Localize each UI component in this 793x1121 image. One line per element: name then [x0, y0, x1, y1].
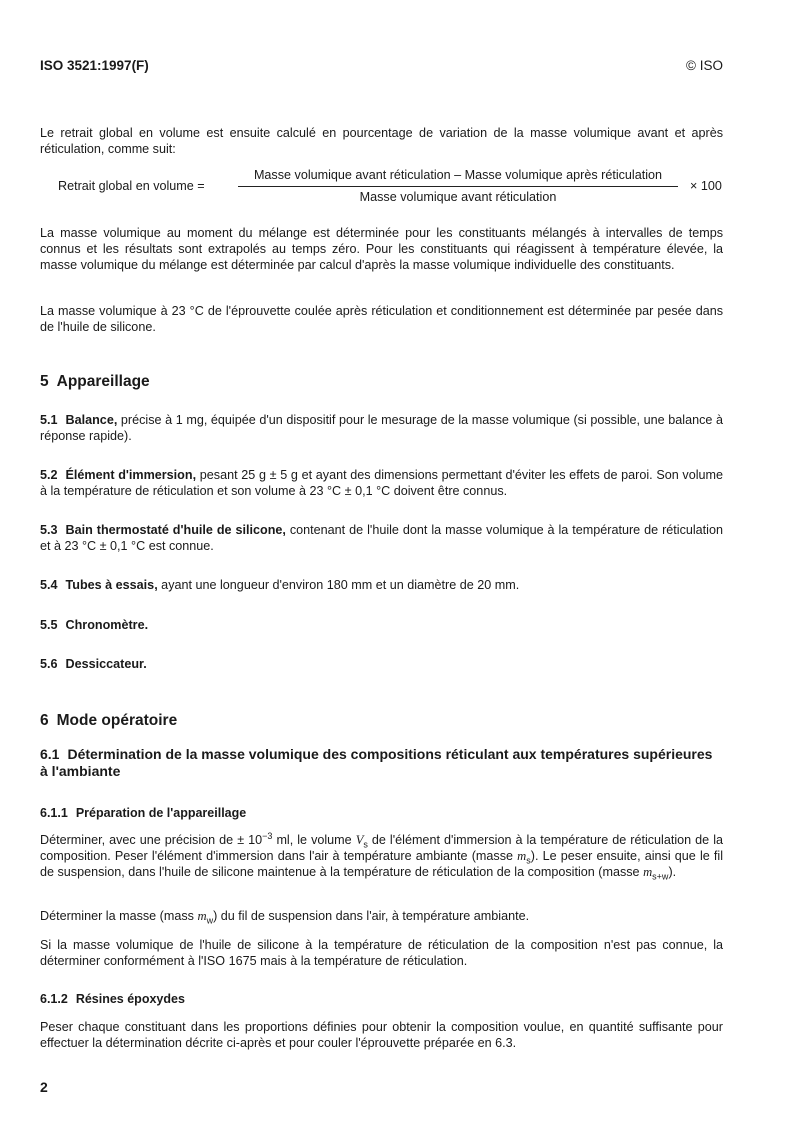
- subscript: s+w: [652, 871, 669, 882]
- document-page: [40, 0, 723, 1121]
- item-number: 5.6: [40, 657, 58, 671]
- item-term: Tubes à essais,: [65, 578, 158, 592]
- intro-paragraph: Le retrait global en volume est ensuite calculé en pourcentage de variation de la masse volumique avant et après réticulation, comme suit:: [40, 126, 723, 156]
- page-number: 2: [40, 1079, 48, 1095]
- item-5-5: [40, 617, 723, 633]
- section-title: Mode opératoire: [56, 712, 178, 729]
- section-number: 5: [40, 373, 49, 390]
- item-5-3: [40, 522, 723, 554]
- subsection-title: Résines époxydes: [75, 992, 185, 1006]
- subscript: s: [363, 839, 368, 850]
- subsection-title: Détermination de la masse volumique des compositions réticulant aux températures supérieures à l'ambiante: [40, 746, 713, 779]
- subscript: s: [526, 855, 531, 866]
- item-5-1: [40, 412, 723, 444]
- section-title: Appareillage: [56, 373, 150, 390]
- subsection-title: Préparation de l'appareillage: [75, 806, 247, 820]
- variable-m: m: [197, 909, 207, 923]
- item-number: 5.3: [40, 523, 58, 537]
- fraction-bar: [238, 186, 678, 187]
- item-term: Élément d'immersion,: [65, 468, 197, 482]
- subsection-number: 6.1.2: [40, 992, 68, 1006]
- item-text: ayant une longueur d'environ 180 mm et un diamètre de 20 mm.: [157, 578, 520, 592]
- item-text: contenant de l'huile dont la masse volumique à la température de réticulation et à 23 °C ± 0,1 °C est connue.: [40, 523, 723, 553]
- paragraph-immersion-volume: [40, 832, 723, 880]
- paragraph-wire-mass: [40, 908, 723, 924]
- variable-m: m: [517, 849, 527, 863]
- formula-lhs: Retrait global en volume =: [58, 179, 205, 193]
- item-text: pesant 25 g ± 5 g et ayant des dimensions permettant d'éviter les effets de paroi. Son volume à la température de réticulation et son volume à 23 °C ± 0,1 °C doivent être connus.: [40, 468, 724, 498]
- standard-id: ISO 3521:1997(F): [40, 58, 149, 73]
- subscript: w: [206, 915, 214, 926]
- subsection-6-1-2-heading: [40, 992, 185, 1006]
- subsection-6-1-1-heading: [40, 806, 246, 820]
- subsection-number: 6.1.1: [40, 806, 68, 820]
- text-run: ) du fil de suspension dans l'air, à température ambiante.: [213, 909, 530, 923]
- section-5-heading: [40, 373, 150, 391]
- text-run: ).: [668, 865, 677, 879]
- section-number: 6: [40, 712, 49, 729]
- paragraph-mix-density: La masse volumique au moment du mélange est déterminée pour les constituants mélangés à intervalles de temps connus et les résultats sont extrapolés au temps zéro. Pour les constituants qui réagissent à température élevée, la masse volumique du mélange est déterminée par calcul d'après la masse volumique individuelle des constituants.: [40, 226, 723, 272]
- text-run: ml, le volume: [272, 833, 356, 847]
- paragraph-epoxy: Peser chaque constituant dans les proportions définies pour obtenir la composition voulue, en quantité suffisante pour effectuer la détermination décrite ci-après et pour couler l'éprouvette préparée en 6.3.: [40, 1020, 723, 1050]
- subsection-6-1-heading: [40, 746, 723, 780]
- text-run: ). Le peser ensuite, ainsi que le fil de suspension, dans l'huile de silicone maintenue à la température de réticulation de la composition (masse: [40, 849, 723, 879]
- formula-multiplier: × 100: [690, 179, 722, 193]
- paragraph-silicone-density: Si la masse volumique de l'huile de silicone à la température de réticulation de la composition n'est pas connue, la déterminer conformément à l'ISO 1675 mais à la température de réticulation.: [40, 938, 723, 968]
- item-number: 5.2: [40, 468, 58, 482]
- exponent: −3: [262, 830, 273, 841]
- paragraph-23c-density: La masse volumique à 23 °C de l'éprouvette coulée après réticulation et conditionnement est déterminée par pesée dans de l'huile de silicone.: [40, 304, 723, 334]
- text-run: Déterminer, avec une précision de ± 10: [40, 833, 263, 847]
- item-text: précise à 1 mg, équipée d'un dispositif pour le mesurage de la masse volumique (si possible, une balance à réponse rapide).: [40, 413, 723, 443]
- subsection-number: 6.1: [40, 746, 60, 762]
- text-run: de l'élément d'immersion à la température de réticulation de la composition. Peser l'élément d'immersion dans l'air à température ambiante (masse: [40, 833, 724, 863]
- item-5-4: [40, 577, 723, 593]
- item-term: Chronomètre.: [65, 618, 149, 632]
- item-5-6: [40, 656, 723, 672]
- variable-v: V: [355, 833, 364, 847]
- variable-m: m: [643, 865, 653, 879]
- shrinkage-formula: [58, 168, 728, 208]
- item-number: 5.4: [40, 578, 58, 592]
- item-5-2: [40, 467, 723, 499]
- formula-denominator: Masse volumique avant réticulation: [359, 190, 557, 204]
- section-6-heading: [40, 712, 177, 730]
- item-term: Dessiccateur.: [65, 657, 147, 671]
- item-number: 5.1: [40, 413, 58, 427]
- text-run: Déterminer la masse (mass: [40, 909, 198, 923]
- item-number: 5.5: [40, 618, 58, 632]
- formula-numerator: Masse volumique avant réticulation – Masse volumique après réticulation: [253, 168, 663, 182]
- copyright-mark: © ISO: [686, 58, 723, 73]
- item-term: Bain thermostaté d'huile de silicone,: [65, 523, 286, 537]
- item-term: Balance,: [65, 413, 118, 427]
